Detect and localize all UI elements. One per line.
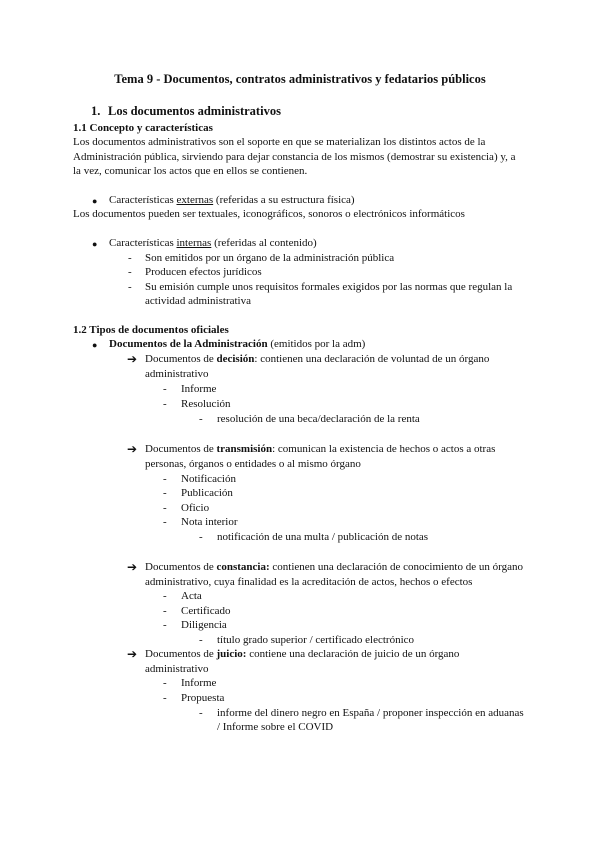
arrow-right-icon: ➔: [127, 560, 138, 574]
arrow-right-icon: ➔: [127, 352, 138, 366]
example-item: título grado superior / certificado electrónico: [217, 634, 415, 646]
bullet-icon: ●: [92, 196, 98, 206]
section-1-heading: Los documentos administrativos: [108, 104, 281, 118]
dash-icon: -: [163, 398, 167, 410]
list-item: Diligencia: [181, 619, 227, 631]
subsection-1-2-heading: 1.2 Tipos de documentos oficiales: [73, 324, 229, 336]
dash-icon: -: [128, 281, 132, 293]
dash-icon: -: [128, 252, 132, 264]
judgment-documents: Documentos de juicio: contiene una declaración de juicio de un órgano: [145, 648, 460, 660]
list-item: Acta: [181, 590, 202, 602]
bullet-icon: ●: [92, 239, 98, 249]
list-item: Producen efectos jurídicos: [145, 266, 262, 278]
transmission-documents-cont: personas, órganos o entidades o al mismo órgano: [145, 458, 361, 470]
decision-documents-cont: administrativo: [145, 368, 209, 380]
internal-characteristics: Características internas (referidas al contenido): [109, 237, 317, 249]
dash-icon: -: [163, 692, 167, 704]
subsection-1-1-heading: 1.1 Concepto y características: [73, 122, 213, 134]
list-item: Son emitidos por un órgano de la administración pública: [145, 252, 395, 264]
dash-icon: -: [199, 707, 203, 719]
list-item: Su emisión cumple unos requisitos formales exigidos por las normas que regulan la: [145, 281, 513, 293]
list-item: Resolución: [181, 398, 231, 410]
dash-icon: -: [163, 677, 167, 689]
transmission-documents: Documentos de transmisión: comunican la existencia de hechos o actos a otras: [145, 443, 496, 455]
bullet-icon: ●: [92, 340, 98, 350]
dash-icon: -: [199, 413, 203, 425]
list-item: Certificado: [181, 605, 231, 617]
list-item: Oficio: [181, 502, 210, 514]
section-1-number: 1.: [91, 104, 101, 118]
dash-icon: -: [163, 590, 167, 602]
dash-icon: -: [199, 531, 203, 543]
constancy-documents: Documentos de constancia: contienen una declaración de conocimiento de un órgano: [145, 561, 523, 573]
list-item: Notificación: [181, 473, 236, 485]
list-item: Nota interior: [181, 516, 238, 528]
dash-icon: -: [163, 619, 167, 631]
list-item: Propuesta: [181, 692, 225, 704]
decision-documents: Documentos de decisión: contienen una declaración de voluntad de un órgano: [145, 353, 490, 365]
list-item-continuation: actividad administrativa: [145, 295, 251, 307]
concept-paragraph-line: la vez, comunicar los actos que en ellos se contienen.: [73, 165, 308, 177]
administration-documents: Documentos de la Administración (emitidos por la adm): [109, 338, 366, 350]
example-item: informe del dinero negro en España / proponer inspección en aduanas: [217, 707, 524, 719]
example-item: resolución de una beca/declaración de la renta: [217, 413, 420, 425]
dash-icon: -: [163, 383, 167, 395]
dash-icon: -: [163, 605, 167, 617]
document-title: Tema 9 - Documentos, contratos administrativos y fedatarios públicos: [114, 72, 486, 86]
dash-icon: -: [128, 266, 132, 278]
constancy-documents-cont: administrativo, cuya finalidad es la acreditación de actos, hechos o efectos: [145, 576, 473, 588]
list-item: Informe: [181, 677, 217, 689]
list-item: Publicación: [181, 487, 233, 499]
external-characteristics-text: Los documentos pueden ser textuales, iconográficos, sonoros o electrónicos informáticos: [73, 208, 465, 220]
dash-icon: -: [163, 516, 167, 528]
example-item-continuation: / Informe sobre el COVID: [217, 721, 334, 733]
dash-icon: -: [199, 634, 203, 646]
dash-icon: -: [163, 473, 167, 485]
arrow-right-icon: ➔: [127, 442, 138, 456]
judgment-documents-cont: administrativo: [145, 663, 209, 675]
external-characteristics: Características externas (referidas a su estructura física): [109, 194, 355, 206]
example-item: notificación de una multa / publicación de notas: [217, 531, 429, 543]
concept-paragraph-line: Administración pública, sirviendo para dejar constancia de los mismos (demostrar su existencia) y, a: [73, 151, 516, 163]
concept-paragraph-line: Los documentos administrativos son el soporte en que se materializan los distintos actos de la: [73, 136, 486, 148]
arrow-right-icon: ➔: [127, 647, 138, 661]
dash-icon: -: [163, 487, 167, 499]
dash-icon: -: [163, 502, 167, 514]
list-item: Informe: [181, 383, 217, 395]
